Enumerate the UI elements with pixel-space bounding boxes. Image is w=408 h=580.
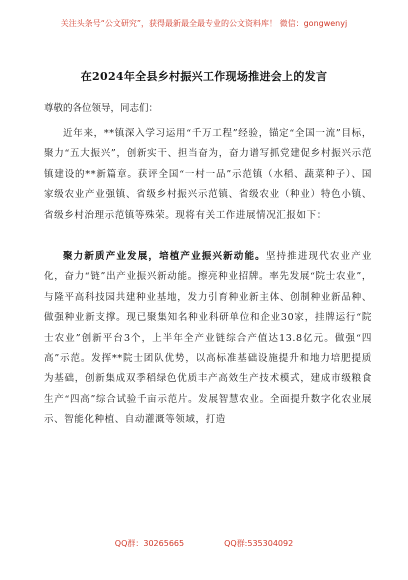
footer-qq-group-1: QQ群：30265665 (114, 539, 185, 548)
salutation: 尊敬的各位领导，同志们： (44, 103, 159, 114)
section-body: 坚持推进现代农业产业化，奋力“链”出产业振兴新动能。擦亮种业招牌。率先发展“院士农业”，与隆平高科技园共建种业基地，发力引育种业新主体、创制种业新品种、做强种业新支撑。现已聚集知名种业科研单位和企业30家，挂牌运行“院士农业”创新平台3个，上半年全产业链综合产值达13.8亿元。做强“四高”示范。发挥**院士团队优势，以高标准基础设施提升和地力培肥提质为基础，创新集成双季稻绿色优质丰产高效生产技术模式，建成市级粮食生产“四高”综合试验千亩示范片。发展智慧农业。全面提升数字化农业展示、智能化种植、自动灌溉等领域，打造 (44, 251, 372, 426)
document-title: 在2024年全县乡村振兴工作现场推进会上的发言 (80, 70, 328, 83)
footer-qq-group-2: QQ群:535304092 (224, 539, 294, 548)
footer-contacts (0, 538, 408, 549)
header-banner: 关注头条号“公文研究”，获得最新最全最专业的公文资料库！ 微信：gongwenyj (60, 19, 348, 28)
paragraph-intro: 近年来，**镇深入学习运用“千万工程”经验，锚定“全国一流”目标，聚力“五大振兴”，创新实干、担当奋为，奋力谱写抓党建促乡村振兴示范镇建设的**新篇章。获评全国“一村一品”示范镇（水稻、蔬菜种子）、国家级农业产业强镇、省级乡村振兴示范镇、省级农业（种业）特色小镇、省级乡村治理示范镇等殊荣。现将有关工作进展情况汇报如下： (44, 128, 372, 221)
paragraph-industry (44, 247, 372, 431)
section-heading: 聚力新质产业发展，培植产业振兴新动能。 (63, 251, 266, 262)
